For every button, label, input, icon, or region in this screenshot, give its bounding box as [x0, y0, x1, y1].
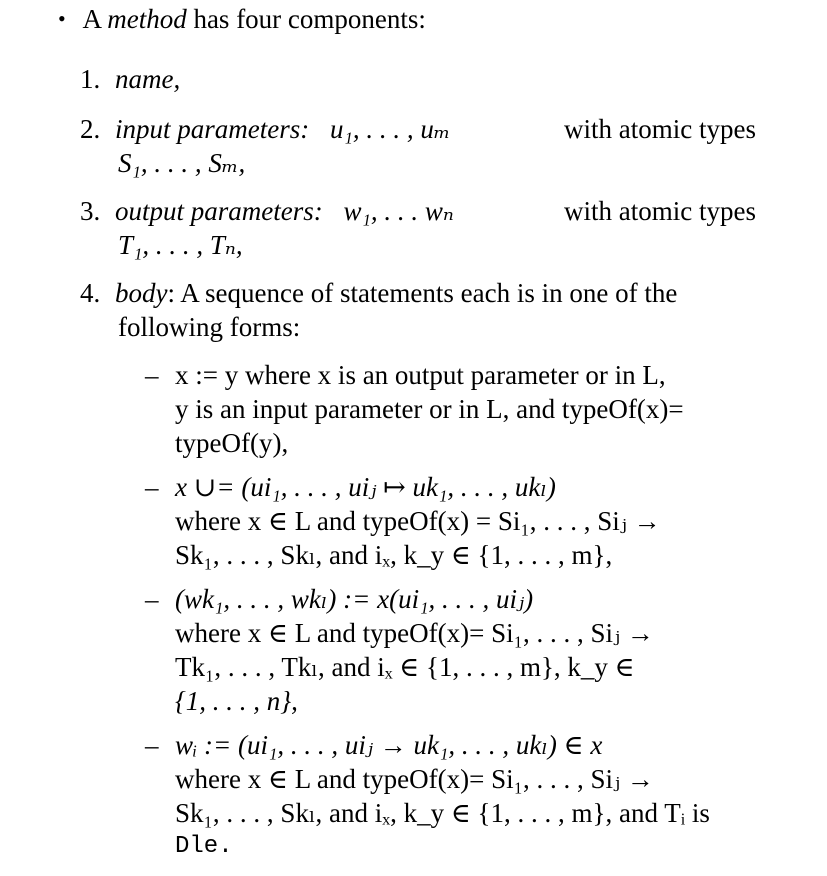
- item-text: with atomic types: [564, 196, 756, 226]
- item-label: body: [115, 278, 168, 308]
- intro-suffix: has four components:: [193, 4, 426, 34]
- item-number: 2.: [80, 114, 101, 144]
- item-3-line-2: [118, 228, 243, 262]
- form-2-line-2: where x ∈ L and typeOf(x) = Si₁, . . . , Siⱼ →: [175, 506, 661, 536]
- item-text: : A sequence of statements each is in one of the: [167, 278, 678, 308]
- intro-line: [58, 2, 426, 38]
- item-1: [80, 62, 180, 96]
- item-4-line-2: [118, 310, 300, 344]
- form-1-line-3: typeOf(y),: [175, 428, 289, 458]
- item-text: following forms:: [118, 312, 301, 342]
- item-label: output parameters:: [115, 196, 323, 226]
- form-1-dash: –: [145, 360, 159, 390]
- form-3-dash: –: [145, 584, 159, 614]
- item-2-line-2: [118, 146, 245, 180]
- item-number: 3.: [80, 196, 101, 226]
- item-math: T₁, . . . , Tₙ,: [118, 230, 243, 260]
- form-4-line-2: where x ∈ L and typeOf(x)= Si₁, . . . , Siⱼ →: [175, 764, 654, 794]
- form-4-line-1: wᵢ := (ui₁, . . . , uiⱼ → uk₁, . . . , ukₗ) ∈ x: [175, 730, 603, 760]
- form-4-line-4: Dle.: [175, 833, 233, 860]
- item-3-line-1: [80, 194, 756, 228]
- form-2-line-3: Sk₁, . . . , Skₗ, and iₓ, k_y ∈ {1, . . . , m},: [175, 540, 613, 570]
- item-math: S₁, . . . , Sₘ,: [118, 148, 246, 178]
- form-3-line-3: Tk₁, . . . , Tkₗ, and iₓ ∈ {1, . . . , m}, k_y ∈: [175, 652, 635, 682]
- form-2-line-1: x ∪= (ui₁, . . . , uiⱼ ↦ uk₁, . . . , ukₗ): [175, 472, 556, 502]
- item-label: input parameters:: [115, 114, 310, 144]
- bullet-glyph: •: [58, 6, 66, 31]
- form-4-dash: –: [145, 730, 159, 760]
- item-math: u₁, . . . , uₘ: [329, 114, 451, 144]
- form-3-line-2: where x ∈ L and typeOf(x)= Si₁, . . . , Siⱼ →: [175, 618, 654, 648]
- item-math: w₁, . . . wₙ: [343, 196, 454, 226]
- form-1-line-1: x := y where x is an output parameter or in L,: [175, 360, 666, 390]
- item-text: with atomic types: [564, 114, 756, 144]
- item-number: 4.: [80, 278, 101, 308]
- form-2-dash: –: [145, 472, 159, 502]
- item-label: name,: [115, 64, 181, 94]
- intro-prefix: A: [82, 4, 101, 34]
- form-1-line-2: y is an input parameter or in L, and typeOf(x)=: [175, 394, 684, 424]
- form-3-line-1: (wk₁, . . . , wkₗ) := x(ui₁, . . . , uiⱼ): [175, 584, 534, 614]
- intro-term: method: [107, 4, 187, 34]
- item-4-line-1: [80, 276, 677, 310]
- form-3-line-4: {1, . . . , n},: [175, 686, 298, 716]
- item-2-line-1: [80, 112, 756, 146]
- form-4-line-3: Sk₁, . . . , Skₗ, and iₓ, k_y ∈ {1, . . . , m}, and Tᵢ is: [175, 798, 710, 828]
- item-number: 1.: [80, 64, 101, 94]
